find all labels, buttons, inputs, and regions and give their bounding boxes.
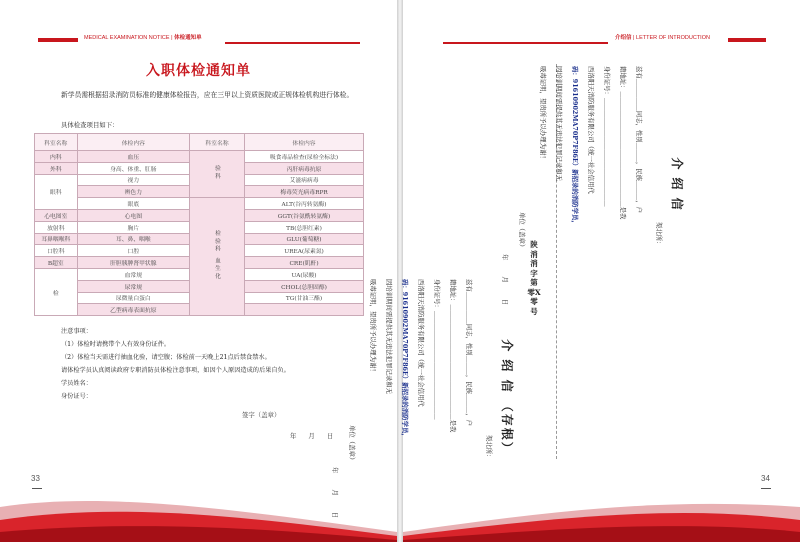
- dept-cell: 耳鼻咽喉科: [35, 233, 78, 245]
- id-number-field: 身份证号：: [61, 393, 92, 400]
- left-header: MEDICAL EXAMINATION NOTICE | 体检通知单: [84, 35, 202, 41]
- content-cell: TB(总胆红素): [245, 221, 364, 233]
- header-accent-bar: [728, 38, 766, 42]
- dept-cell: 放射科: [35, 221, 78, 233]
- col-header: 体检内容: [245, 134, 364, 151]
- date-label: 年 月 日: [290, 432, 334, 440]
- table-row: [35, 151, 364, 163]
- content-cell: ALT(谷丙转氨酶): [245, 198, 364, 210]
- letter-title: 介 绍 信 （存根）: [500, 339, 514, 456]
- page-number: 33: [31, 474, 40, 483]
- letter-line: 西洛阳天消防服务有限公司（统一社会信用代: [587, 66, 595, 194]
- introduction-letter: [490, 62, 690, 307]
- page-title: 入职体检通知单: [146, 63, 251, 79]
- letter-line: 籍地址：＿＿＿＿＿＿＿＿＿＿＿＿＿＿＿＿＿＿是我: [449, 279, 457, 433]
- mid-dept-cell: 检验科 血生化: [190, 198, 245, 316]
- dept-cell: B超室: [35, 257, 78, 269]
- content-cell: GLU(葡萄糖): [245, 233, 364, 245]
- letter-line: 因培训期间需提供其无违法犯罪记录和无: [385, 279, 393, 395]
- dept-cell: 口腔科: [35, 245, 78, 257]
- letter-recipient: 渠北所：: [485, 435, 493, 461]
- letter-line: 因培训期间需提供其无违法犯罪记录和无: [555, 66, 563, 182]
- letter-line: 兹有＿＿＿＿＿同志，性别＿＿＿，民族＿＿＿，户: [465, 279, 473, 426]
- dept-cell: 眼科: [35, 174, 78, 209]
- note-item: （2）体检当天需进行抽血化验，请空腹；体检前一天晚上21点后禁食禁水。: [61, 354, 271, 361]
- signature-label: 签字（盖章）: [242, 411, 281, 419]
- content-cell: UA(尿酸): [245, 268, 364, 280]
- letter-line: 码：91610902MA70P7F86E）新招录的消防学员，: [401, 279, 409, 440]
- notes-title: 注意事项：: [61, 328, 92, 335]
- content-cell: 血压: [77, 151, 189, 163]
- dept-cell: 检: [35, 268, 78, 315]
- right-header: 介绍信 | LETTER OF INTRODUCTION: [615, 35, 710, 41]
- page-number-mark: [761, 488, 771, 489]
- content-cell: 丙肝病毒抗原: [245, 162, 364, 174]
- header-rule: [225, 42, 360, 44]
- content-cell: 眼底: [77, 198, 189, 210]
- content-cell: 乙型病毒表面抗原: [77, 304, 189, 316]
- content-cell: 血常规: [77, 268, 189, 280]
- letter-serial-number: 陕消消字第零X零号: [527, 240, 541, 316]
- content-cell: 心电图: [77, 209, 189, 221]
- exam-table: [34, 133, 364, 316]
- table-row: [35, 198, 364, 210]
- col-header: 体检内容: [77, 134, 189, 151]
- page-number: 34: [761, 474, 770, 483]
- note-item: 请体检学员认真阅读政府专职消防员体检注意事项，如因个人原因造成的后果自负。: [61, 367, 290, 374]
- letter-line: 码：91610902MA70P7F86E）新招录的消防学员，: [571, 66, 579, 227]
- dept-cell: 外科: [35, 162, 78, 174]
- letter-line: 身份证号：＿＿＿＿＿＿＿＿＿＿＿＿＿＿＿＿＿: [603, 66, 611, 207]
- content-cell: 视力: [77, 174, 189, 186]
- col-header: 科室名称: [190, 134, 245, 151]
- exam-items-heading: 具体检查项目如下：: [61, 121, 119, 129]
- col-header: 科室名称: [35, 134, 78, 151]
- letter-line: 兹有＿＿＿＿＿同志，性别＿＿＿，民族＿＿＿，户: [635, 66, 643, 213]
- letter-line: 吸毒证明，望贵所予以办理为谢！: [539, 66, 547, 162]
- table-header-row: [35, 134, 364, 151]
- content-cell: 口腔: [77, 245, 189, 257]
- header-rule: [443, 42, 608, 44]
- letter-recipient: 渠北所：: [655, 222, 663, 248]
- content-cell: CRE(肌酐): [245, 257, 364, 269]
- content-cell: CHOL(总胆固醇): [245, 280, 364, 292]
- note-item: （1）体检时请携带个人有效身份证件。: [61, 341, 171, 348]
- intro-paragraph: 新学员需根据招录消防员标准的健康体检报告，应在三甲以上资质医院或正规体检机构进行体检。: [61, 91, 354, 99]
- introduction-letter-stub: [320, 275, 520, 520]
- letter-date: 年 月 日: [501, 254, 509, 306]
- letter-date: 年 月 日: [331, 467, 339, 519]
- content-cell: 肝胆胰脾肾甲状腺: [77, 257, 189, 269]
- letter-unit-stamp: 单位（盖章）: [348, 425, 356, 464]
- content-cell: 梅毒荧光病毒RPR: [245, 186, 364, 198]
- content-cell: 胸片: [77, 221, 189, 233]
- content-cell: UREA(尿素氮): [245, 245, 364, 257]
- letter-line: 西洛阳天消防服务有限公司（统一社会信用代: [417, 279, 425, 407]
- content-cell: TG(甘油三酯): [245, 292, 364, 304]
- letter-line: 吸毒证明，望贵所予以办理为谢！: [369, 279, 377, 375]
- dept-cell: 内科: [35, 151, 78, 163]
- letter-unit-stamp: 单位（盖章）: [518, 212, 526, 251]
- dept-cell: 心电图室: [35, 209, 78, 221]
- student-name-field: 学员姓名：: [61, 380, 92, 387]
- letter-line: 籍地址：＿＿＿＿＿＿＿＿＿＿＿＿＿＿＿＿＿＿是我: [619, 66, 627, 220]
- content-cell: 耳、鼻、咽喉: [77, 233, 189, 245]
- content-cell: 吸食毒品检查(尿检全标法): [245, 151, 364, 163]
- content-cell: 尿微量白蛋白: [77, 292, 189, 304]
- content-cell: GGT(谷氨酰转氨酶): [245, 209, 364, 221]
- content-cell: 身高、体重、肛肠: [77, 162, 189, 174]
- letter-line: 身份证号：＿＿＿＿＿＿＿＿＿＿＿＿＿＿＿＿＿: [433, 279, 441, 420]
- header-accent-bar: [38, 38, 78, 42]
- letter-title: 介 绍 信: [670, 157, 684, 212]
- content-cell: 辨色力: [77, 186, 189, 198]
- mid-dept-cell: 验科: [190, 151, 245, 198]
- content-cell: 尿常规: [77, 280, 189, 292]
- content-cell: 艾滋病病毒: [245, 174, 364, 186]
